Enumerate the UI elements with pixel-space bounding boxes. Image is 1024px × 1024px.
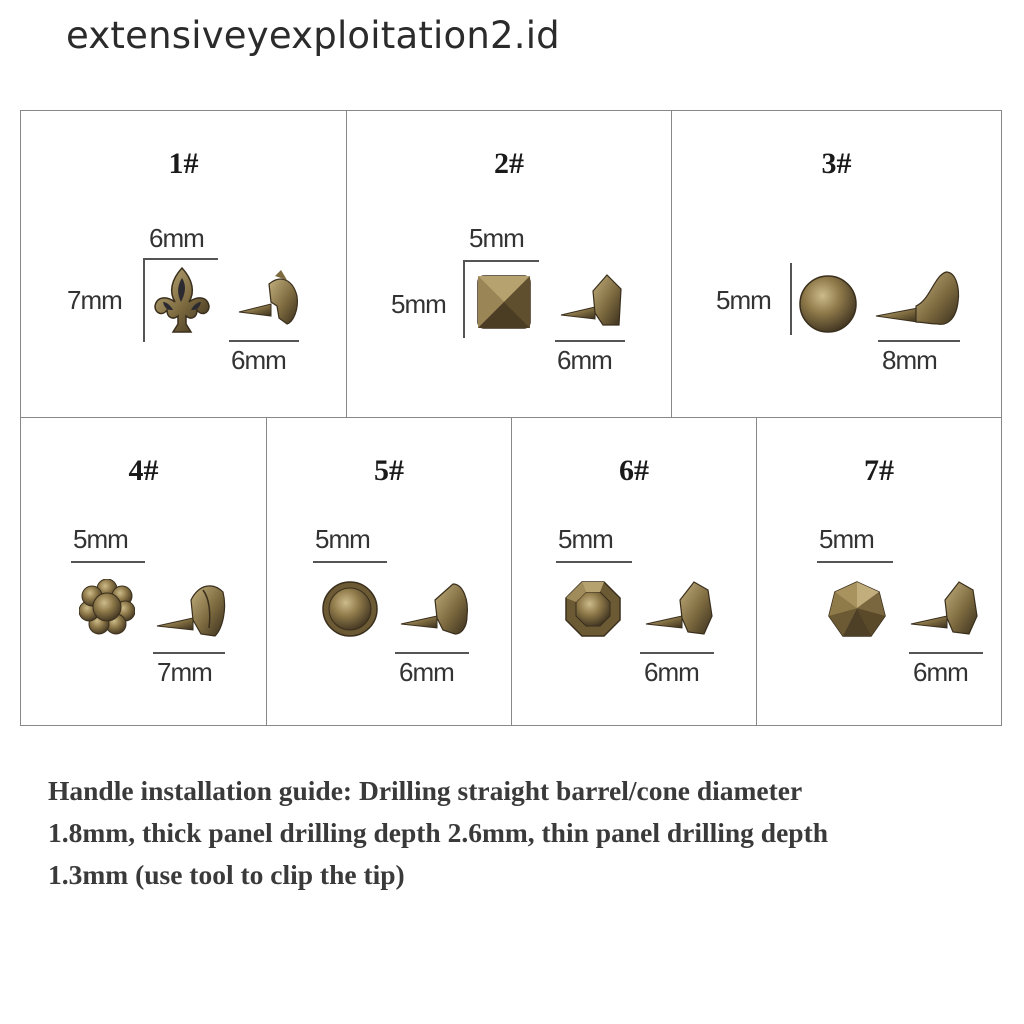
length-line xyxy=(153,652,225,654)
side-view-icon xyxy=(231,266,301,328)
item-cell-6 xyxy=(511,417,757,726)
side-view-icon xyxy=(907,576,983,638)
item-cell-4 xyxy=(20,417,267,726)
height-label: 5mm xyxy=(716,285,771,315)
height-line xyxy=(463,260,465,338)
heptagon-faceted-head-icon xyxy=(827,580,887,640)
watermark-text: extensiveyexploitation2.id xyxy=(66,14,560,57)
width-label: 5mm xyxy=(469,223,524,253)
length-line xyxy=(909,652,983,654)
item-title: 2# xyxy=(494,147,524,180)
rimmed-dome-head-icon xyxy=(321,580,379,638)
item-cell-3 xyxy=(671,110,1002,419)
item-title: 5# xyxy=(374,454,404,487)
length-label: 6mm xyxy=(399,657,454,687)
width-line xyxy=(817,561,893,563)
product-size-grid xyxy=(20,110,1002,726)
item-title: 7# xyxy=(864,454,894,487)
guide-line-3: 1.3mm (use tool to clip the tip) xyxy=(48,859,405,890)
length-label: 8mm xyxy=(882,345,937,375)
width-label: 5mm xyxy=(73,524,128,554)
width-line xyxy=(556,561,632,563)
side-view-icon xyxy=(153,578,229,640)
item-title: 1# xyxy=(168,147,199,180)
length-label: 6mm xyxy=(557,345,612,375)
length-line xyxy=(878,340,960,342)
item-title: 3# xyxy=(821,147,852,180)
height-line xyxy=(790,263,792,335)
length-label: 6mm xyxy=(913,657,968,687)
item-cell-7 xyxy=(756,417,1002,726)
length-line xyxy=(229,340,299,342)
dome-head-icon xyxy=(798,274,858,334)
length-line xyxy=(555,340,625,342)
item-title: 4# xyxy=(128,454,159,487)
item-cell-5 xyxy=(266,417,512,726)
item-cell-1 xyxy=(20,110,347,419)
side-view-icon xyxy=(555,269,625,331)
width-line xyxy=(143,258,218,260)
length-line xyxy=(640,652,714,654)
octagon-faceted-head-icon xyxy=(564,580,622,638)
height-label: 5mm xyxy=(391,289,446,319)
width-line xyxy=(463,260,539,262)
flower-head-icon xyxy=(79,579,135,635)
width-line xyxy=(71,561,145,563)
side-view-icon xyxy=(642,576,718,638)
guide-line-1: Handle installation guide: Drilling straight barrel/cone diameter xyxy=(48,775,803,806)
width-label: 5mm xyxy=(819,524,874,554)
width-label: 6mm xyxy=(149,223,204,253)
height-line xyxy=(143,258,145,342)
side-view-icon xyxy=(872,266,962,332)
pyramid-square-head-icon xyxy=(475,273,533,331)
item-cell-2 xyxy=(346,110,672,419)
side-view-icon xyxy=(397,576,473,638)
item-title: 6# xyxy=(619,454,649,487)
length-line xyxy=(395,652,469,654)
fleur-de-lis-head-icon xyxy=(151,266,213,336)
length-label: 6mm xyxy=(644,657,699,687)
installation-guide xyxy=(48,770,988,896)
height-label: 7mm xyxy=(67,285,122,315)
width-label: 5mm xyxy=(315,524,370,554)
length-label: 7mm xyxy=(157,657,212,687)
length-label: 6mm xyxy=(231,345,286,375)
width-label: 5mm xyxy=(558,524,613,554)
width-line xyxy=(313,561,387,563)
guide-line-2: 1.8mm, thick panel drilling depth 2.6mm, thin panel drilling depth xyxy=(48,817,829,848)
